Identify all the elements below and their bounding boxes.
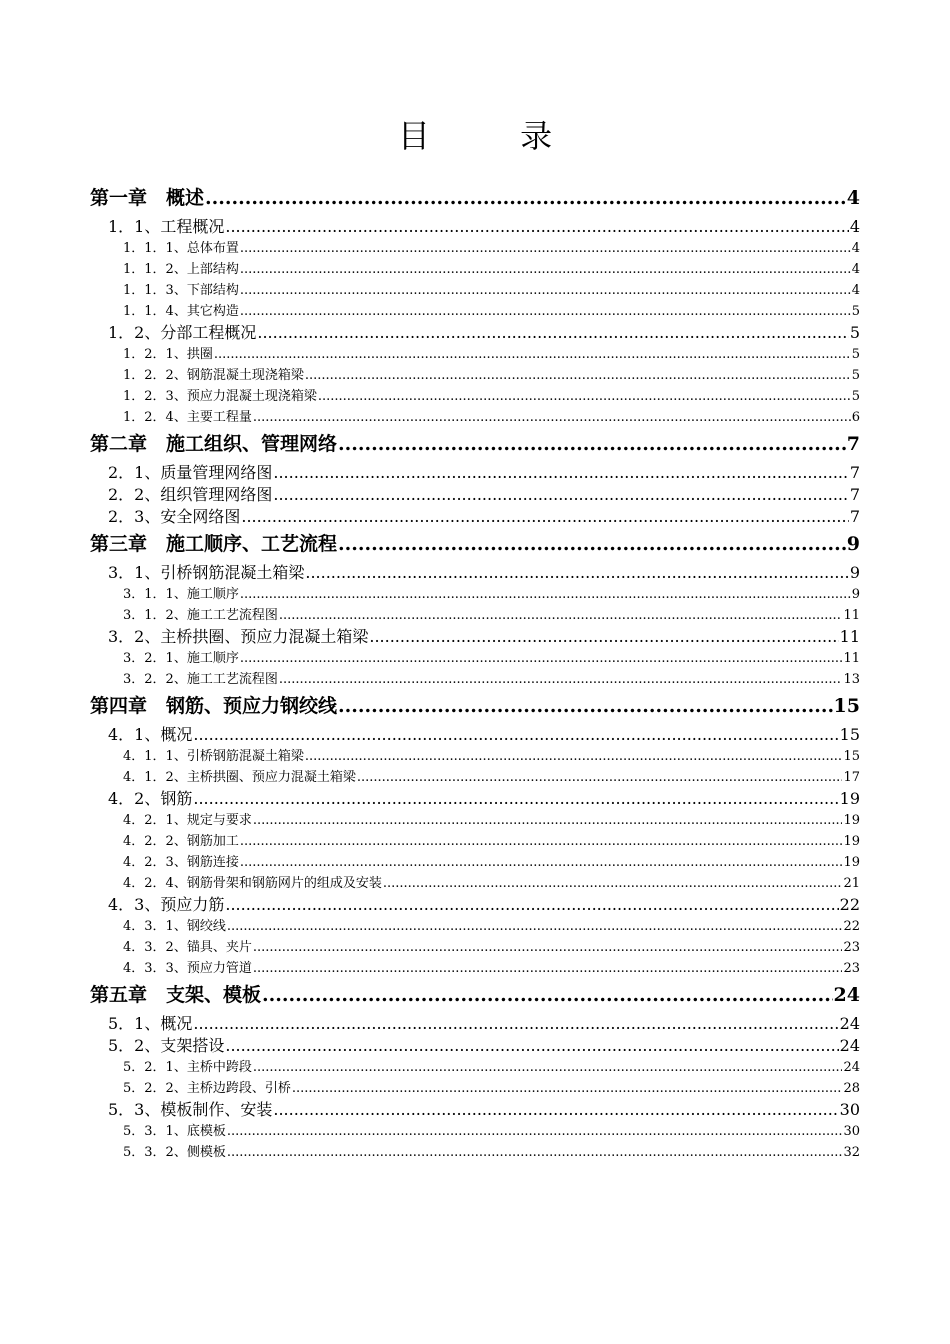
toc-page-number: 11 xyxy=(839,627,860,646)
toc-dot-leader xyxy=(225,1035,838,1057)
toc-dot-leader xyxy=(257,322,848,344)
toc-entry-label: 4．1．2、主桥拱圈、预应力混凝土箱梁 xyxy=(123,770,356,785)
toc-dot-leader xyxy=(240,852,843,873)
toc-entry-label: 4．3．1、钢绞线 xyxy=(123,919,226,934)
toc-entry-label: 3．1、引桥钢筋混凝土箱梁 xyxy=(108,563,305,582)
toc-page-number: 30 xyxy=(843,1124,860,1139)
toc-section-entry[interactable] xyxy=(90,484,860,506)
toc-page-number: 4 xyxy=(851,241,860,256)
toc-dot-leader xyxy=(279,669,843,690)
toc-dot-leader xyxy=(273,462,848,484)
toc-page-number: 23 xyxy=(843,940,860,955)
toc-section-entry[interactable] xyxy=(90,1035,860,1057)
toc-dot-leader xyxy=(240,238,851,259)
toc-entry-label: 3．2、主桥拱圈、预应力混凝土箱梁 xyxy=(108,627,369,646)
toc-subsection-entry[interactable] xyxy=(90,1142,860,1163)
toc-dot-leader xyxy=(240,831,843,852)
toc-subsection-entry[interactable] xyxy=(90,280,860,301)
toc-page-number: 4 xyxy=(846,187,860,209)
toc-page-number: 22 xyxy=(839,895,860,914)
toc-entry-label: 5．3．1、底模板 xyxy=(123,1124,226,1139)
toc-entry-label: 1．2．1、拱圈 xyxy=(123,347,213,362)
toc-entry-label: 2．3、安全网络图 xyxy=(108,507,241,526)
toc-dot-leader xyxy=(225,216,848,238)
toc-entry-label: 3．2．1、施工顺序 xyxy=(123,651,239,666)
toc-chapter-entry[interactable] xyxy=(90,530,860,558)
toc-dot-leader xyxy=(338,430,846,458)
toc-chapter-entry[interactable] xyxy=(90,981,860,1009)
toc-dot-leader xyxy=(240,301,851,322)
toc-entry-label: 5．3．2、侧模板 xyxy=(123,1145,226,1160)
toc-page-number: 6 xyxy=(851,410,860,425)
toc-entry-label: 1．2、分部工程概况 xyxy=(108,323,257,342)
toc-dot-leader xyxy=(193,724,838,746)
toc-dot-leader xyxy=(305,365,851,386)
toc-dot-leader xyxy=(273,484,848,506)
toc-entry-label: 4．2．1、规定与要求 xyxy=(123,813,252,828)
toc-page-number: 5 xyxy=(851,389,860,404)
toc-dot-leader xyxy=(227,1121,843,1142)
toc-dot-leader xyxy=(240,584,851,605)
toc-subsection-entry[interactable] xyxy=(90,873,860,894)
toc-page-number: 15 xyxy=(843,749,860,764)
toc-dot-leader xyxy=(253,958,843,979)
toc-subsection-entry[interactable] xyxy=(90,916,860,937)
toc-dot-leader xyxy=(240,648,843,669)
toc-subsection-entry[interactable] xyxy=(90,958,860,979)
toc-chapter-entry[interactable] xyxy=(90,184,860,212)
toc-page-number: 9 xyxy=(849,563,860,582)
toc-page-number: 7 xyxy=(846,433,860,455)
toc-page-number: 5 xyxy=(851,368,860,383)
toc-section-entry[interactable] xyxy=(90,788,860,810)
toc-subsection-entry[interactable] xyxy=(90,810,860,831)
toc-subsection-entry[interactable] xyxy=(90,344,860,365)
toc-entry-label: 2．1、质量管理网络图 xyxy=(108,463,273,482)
toc-page-number: 24 xyxy=(833,984,860,1006)
toc-page-number: 15 xyxy=(839,725,860,744)
toc-page-number: 11 xyxy=(843,651,860,666)
toc-page-number: 19 xyxy=(839,789,860,808)
toc-entry-label: 第一章 概述 xyxy=(90,187,205,209)
toc-dot-leader xyxy=(253,937,843,958)
toc-page-number: 4 xyxy=(851,283,860,298)
toc-dot-leader xyxy=(193,1013,838,1035)
toc-entry-label: 2．2、组织管理网络图 xyxy=(108,485,273,504)
toc-entry-label: 4．1、概况 xyxy=(108,725,193,744)
toc-chapter-entry[interactable] xyxy=(90,430,860,458)
toc-entry-label: 第五章 支架、模板 xyxy=(90,984,262,1006)
toc-entry-label: 1．1．3、下部结构 xyxy=(123,283,239,298)
toc-entry-label: 1．2．2、钢筋混凝土现浇箱梁 xyxy=(123,368,304,383)
toc-section-entry[interactable] xyxy=(90,216,860,238)
toc-page-number: 11 xyxy=(843,608,860,623)
toc-entry-label: 3．1．2、施工工艺流程图 xyxy=(123,608,278,623)
toc-page-number: 19 xyxy=(843,834,860,849)
toc-page-number: 23 xyxy=(843,961,860,976)
toc-dot-leader xyxy=(305,562,848,584)
toc-dot-leader xyxy=(383,873,843,894)
toc-entry-label: 4．3、预应力筋 xyxy=(108,895,225,914)
toc-page-number: 28 xyxy=(843,1081,860,1096)
toc-page-number: 19 xyxy=(843,813,860,828)
toc-subsection-entry[interactable] xyxy=(90,831,860,852)
toc-dot-leader xyxy=(273,1099,838,1121)
toc-entry-label: 4．3．3、预应力管道 xyxy=(123,961,252,976)
toc-subsection-entry[interactable] xyxy=(90,1121,860,1142)
toc-page-number: 30 xyxy=(839,1100,860,1119)
table-of-contents xyxy=(90,182,860,1163)
toc-subsection-entry[interactable] xyxy=(90,301,860,322)
toc-page-number: 21 xyxy=(843,876,860,891)
toc-entry-label: 4．2．3、钢筋连接 xyxy=(123,855,239,870)
toc-entry-label: 5．3、模板制作、安装 xyxy=(108,1100,273,1119)
toc-entry-label: 1．2．4、主要工程量 xyxy=(123,410,252,425)
toc-entry-label: 5．1、概况 xyxy=(108,1014,193,1033)
toc-section-entry[interactable] xyxy=(90,1013,860,1035)
toc-chapter-entry[interactable] xyxy=(90,692,860,720)
toc-section-entry[interactable] xyxy=(90,506,860,528)
toc-section-entry[interactable] xyxy=(90,1099,860,1121)
toc-subsection-entry[interactable] xyxy=(90,767,860,788)
toc-entry-label: 第二章 施工组织、管理网络 xyxy=(90,433,338,455)
toc-entry-label: 4．1．1、引桥钢筋混凝土箱梁 xyxy=(123,749,304,764)
toc-dot-leader xyxy=(205,184,846,212)
toc-entry-label: 1．1．4、其它构造 xyxy=(123,304,239,319)
toc-page-number: 24 xyxy=(839,1014,860,1033)
toc-entry-label: 1．2．3、预应力混凝土现浇箱梁 xyxy=(123,389,317,404)
toc-subsection-entry[interactable] xyxy=(90,648,860,669)
toc-dot-leader xyxy=(227,1142,843,1163)
toc-page-number: 24 xyxy=(839,1036,860,1055)
toc-subsection-entry[interactable] xyxy=(90,259,860,280)
toc-entry-label: 5．2、支架搭设 xyxy=(108,1036,225,1055)
toc-subsection-entry[interactable] xyxy=(90,365,860,386)
toc-dot-leader xyxy=(357,767,843,788)
toc-subsection-entry[interactable] xyxy=(90,584,860,605)
toc-page-number: 22 xyxy=(843,919,860,934)
toc-dot-leader xyxy=(338,530,846,558)
toc-section-entry[interactable] xyxy=(90,322,860,344)
toc-dot-leader xyxy=(305,746,843,767)
toc-entry-label: 第四章 钢筋、预应力钢绞线 xyxy=(90,695,338,717)
toc-page-number: 19 xyxy=(843,855,860,870)
toc-subsection-entry[interactable] xyxy=(90,1078,860,1099)
toc-entry-label: 5．2．1、主桥中跨段 xyxy=(123,1060,252,1075)
toc-subsection-entry[interactable] xyxy=(90,238,860,259)
toc-subsection-entry[interactable] xyxy=(90,852,860,873)
toc-dot-leader xyxy=(279,605,843,626)
toc-section-entry[interactable] xyxy=(90,562,860,584)
page-title: 目 录 xyxy=(397,117,593,155)
toc-dot-leader xyxy=(227,916,843,937)
toc-entry-label: 5．2．2、主桥边跨段、引桥 xyxy=(123,1081,291,1096)
toc-entry-label: 4．2．4、钢筋骨架和钢筋网片的组成及安装 xyxy=(123,876,382,891)
toc-section-entry[interactable] xyxy=(90,626,860,648)
toc-dot-leader xyxy=(240,280,851,301)
toc-dot-leader xyxy=(318,386,851,407)
toc-dot-leader xyxy=(262,981,833,1009)
toc-page-number: 4 xyxy=(851,262,860,277)
toc-dot-leader xyxy=(214,344,851,365)
toc-subsection-entry[interactable] xyxy=(90,669,860,690)
toc-dot-leader xyxy=(225,894,838,916)
toc-page-number: 15 xyxy=(833,695,860,717)
toc-page-number: 4 xyxy=(849,217,860,236)
toc-subsection-entry[interactable] xyxy=(90,1057,860,1078)
toc-entry-label: 4．3．2、锚具、夹片 xyxy=(123,940,252,955)
toc-entry-label: 1．1．2、上部结构 xyxy=(123,262,239,277)
toc-entry-label: 第三章 施工顺序、工艺流程 xyxy=(90,533,338,555)
toc-page-number: 7 xyxy=(849,507,860,526)
toc-entry-label: 3．2．2、施工工艺流程图 xyxy=(123,672,278,687)
toc-subsection-entry[interactable] xyxy=(90,746,860,767)
toc-page-number: 5 xyxy=(851,304,860,319)
toc-dot-leader xyxy=(338,692,833,720)
toc-page-number: 5 xyxy=(851,347,860,362)
toc-dot-leader xyxy=(240,259,851,280)
toc-page-number: 24 xyxy=(843,1060,860,1075)
toc-section-entry[interactable] xyxy=(90,724,860,746)
toc-subsection-entry[interactable] xyxy=(90,386,860,407)
toc-subsection-entry[interactable] xyxy=(90,407,860,428)
toc-page-number: 7 xyxy=(849,485,860,504)
toc-page-number: 7 xyxy=(849,463,860,482)
toc-dot-leader xyxy=(253,1057,843,1078)
toc-section-entry[interactable] xyxy=(90,462,860,484)
toc-entry-label: 4．2．2、钢筋加工 xyxy=(123,834,239,849)
toc-page-number: 5 xyxy=(849,323,860,342)
toc-dot-leader xyxy=(253,407,851,428)
toc-section-entry[interactable] xyxy=(90,894,860,916)
toc-subsection-entry[interactable] xyxy=(90,937,860,958)
toc-page-number: 9 xyxy=(851,587,860,602)
toc-dot-leader xyxy=(193,788,838,810)
toc-page-number: 17 xyxy=(843,770,860,785)
toc-page-number: 13 xyxy=(843,672,860,687)
toc-page-number: 9 xyxy=(846,533,860,555)
toc-dot-leader xyxy=(253,810,843,831)
toc-entry-label: 3．1．1、施工顺序 xyxy=(123,587,239,602)
toc-entry-label: 4．2、钢筋 xyxy=(108,789,193,808)
toc-subsection-entry[interactable] xyxy=(90,605,860,626)
toc-entry-label: 1．1．1、总体布置 xyxy=(123,241,239,256)
toc-dot-leader xyxy=(241,506,848,528)
toc-page-number: 32 xyxy=(843,1145,860,1160)
toc-entry-label: 1．1、工程概况 xyxy=(108,217,225,236)
toc-dot-leader xyxy=(369,626,838,648)
toc-dot-leader xyxy=(292,1078,843,1099)
